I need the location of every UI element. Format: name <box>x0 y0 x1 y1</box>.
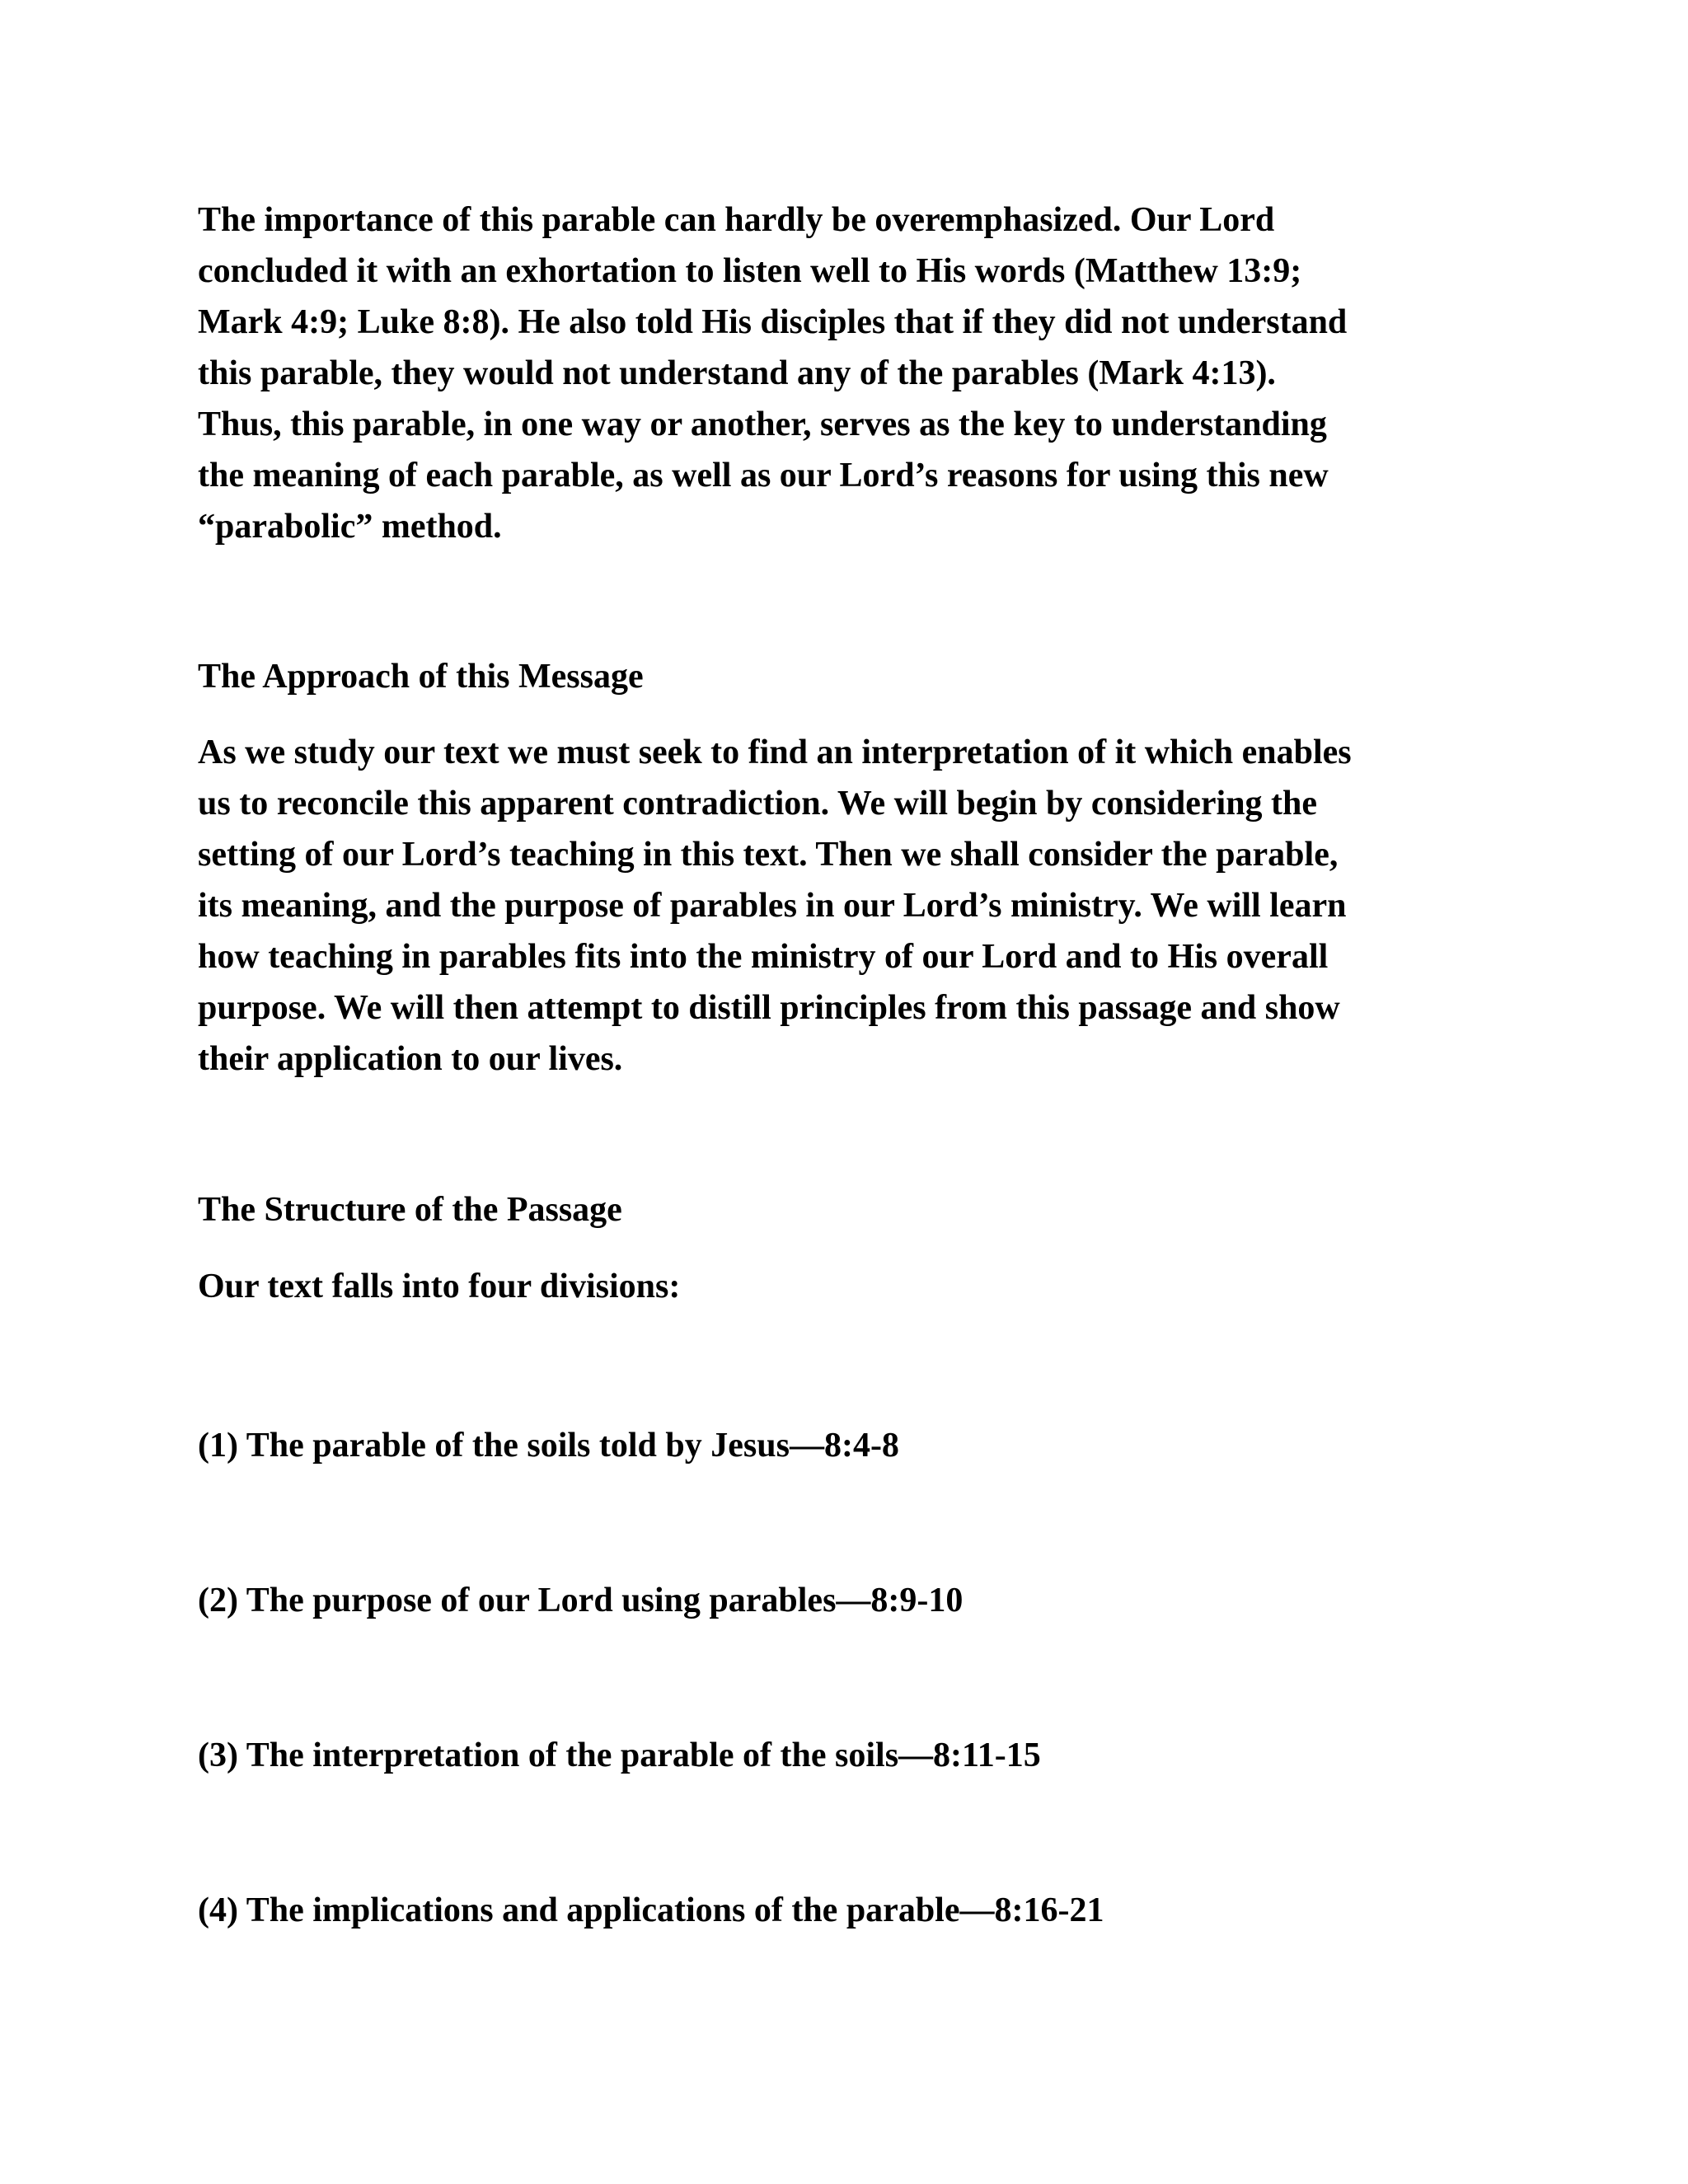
division-item: (2) The purpose of our Lord using parables—8:9-10 <box>198 1582 964 1619</box>
structure-heading: The Structure of the Passage <box>198 1191 622 1229</box>
approach-line: their application to our lives. <box>198 1040 623 1078</box>
division-item: (3) The interpretation of the parable of the soils—8:11-15 <box>198 1736 1041 1774</box>
approach-line: its meaning, and the purpose of parables in our Lord’s ministry. We will learn <box>198 887 1347 925</box>
approach-line: how teaching in parables fits into the ministry of our Lord and to His overall <box>198 938 1329 976</box>
approach-line: us to reconcile this apparent contradiction. We will begin by considering the <box>198 785 1318 823</box>
division-item: (1) The parable of the soils told by Jesus—8:4-8 <box>198 1427 899 1465</box>
division-item: (4) The implications and applications of the parable—8:16-21 <box>198 1891 1104 1929</box>
structure-intro: Our text falls into four divisions: <box>198 1268 681 1305</box>
approach-line: As we study our text we must seek to find an interpretation of it which enables <box>198 733 1352 771</box>
intro-line: Thus, this parable, in one way or another, serves as the key to understanding <box>198 405 1327 443</box>
intro-line: concluded it with an exhortation to listen well to His words (Matthew 13:9; <box>198 252 1302 290</box>
approach-line: purpose. We will then attempt to distill principles from this passage and show <box>198 989 1340 1027</box>
intro-paragraph <box>198 194 1347 552</box>
intro-line: “parabolic” method. <box>198 508 502 546</box>
approach-heading: The Approach of this Message <box>198 658 644 696</box>
intro-line: this parable, they would not understand any of the parables (Mark 4:13). <box>198 354 1276 392</box>
intro-line: Mark 4:9; Luke 8:8). He also told His disciples that if they did not understand <box>198 303 1348 341</box>
approach-line: setting of our Lord’s teaching in this text. Then we shall consider the parable, <box>198 836 1339 874</box>
intro-line: the meaning of each parable, as well as our Lord’s reasons for using this new <box>198 457 1329 494</box>
intro-line: The importance of this parable can hardly be overemphasized. Our Lord <box>198 201 1275 239</box>
approach-paragraph <box>198 727 1352 1085</box>
